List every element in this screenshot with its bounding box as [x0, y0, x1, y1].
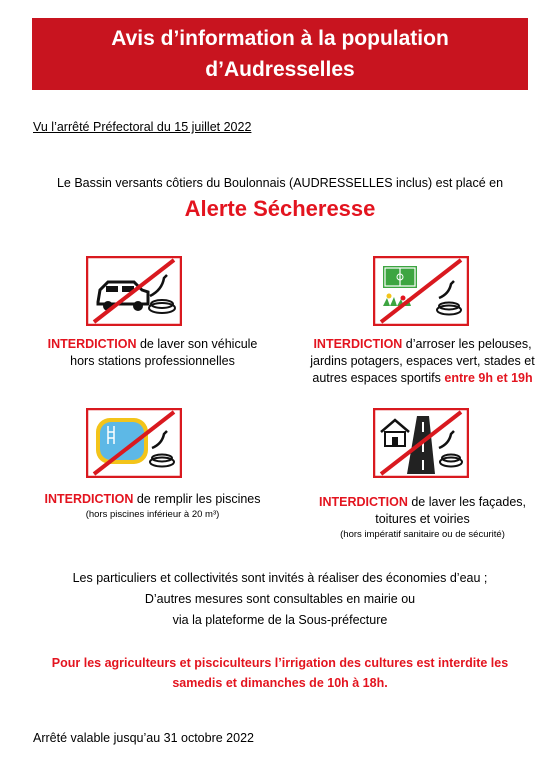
closing-line: D’autres mesures sont consultables en mairie ou: [144, 592, 416, 606]
prohibition-keyword: INTERDICTION: [318, 495, 408, 509]
facade-washing-prohibited-icon: [373, 408, 469, 478]
pool-filling-prohibited-icon: [86, 408, 182, 478]
prohibition-line: jardins potagers, espaces vert, stades et: [310, 354, 535, 368]
intro-text: Le Bassin versants côtiers du Boulonnais (AUDRESSELLES inclus) est placé en: [56, 176, 504, 190]
farmers-irrigation-notice: [0, 653, 560, 693]
alert-title: Alerte Sécheresse: [184, 196, 376, 221]
closing-line: Les particuliers et collectivités sont invités à réaliser des économies d’eau ;: [72, 571, 488, 585]
title-banner: [32, 18, 528, 90]
validity-date: Arrêté valable jusqu’au 31 octobre 2022: [33, 731, 254, 745]
prohibition-keyword: INTERDICTION: [47, 337, 137, 351]
prohibition-pool-filling: [20, 491, 285, 522]
prefectoral-reference: Vu l’arrêté Préfectoral du 15 juillet 2022: [33, 120, 252, 134]
prohibition-line: toitures et voiries: [375, 512, 470, 526]
prohibition-line: autres espaces sportifs: [312, 371, 445, 385]
car-wash-prohibited-icon: [86, 256, 182, 326]
prohibition-car-wash: [20, 336, 285, 370]
prohibition-time: entre 9h et 19h: [444, 371, 533, 385]
banner-title-line-2: d’Audresselles: [205, 58, 355, 81]
closing-paragraph: [0, 568, 560, 631]
prohibition-line: hors stations professionnelles: [70, 354, 235, 368]
prohibition-text: de laver son véhicule: [136, 337, 258, 351]
farmers-line: samedis et dimanches de 10h à 18h.: [172, 676, 388, 690]
prohibition-lawn-watering: [280, 336, 560, 387]
prohibition-text: de remplir les piscines: [133, 492, 261, 506]
prohibition-text: d’arroser les pelouses,: [402, 337, 532, 351]
prohibition-note: (hors impératif sanitaire ou de sécurité): [340, 529, 505, 540]
lawn-watering-prohibited-icon: [373, 256, 469, 326]
banner-title-line-1: Avis d’information à la population: [111, 27, 449, 50]
closing-line: via la plateforme de la Sous-préfecture: [172, 613, 388, 627]
farmers-line: Pour les agriculteurs et pisciculteurs l’irrigation des cultures est interdite les: [51, 656, 509, 670]
prohibition-keyword: INTERDICTION: [44, 492, 134, 506]
prohibition-keyword: INTERDICTION: [313, 337, 403, 351]
prohibition-facade-washing: [280, 494, 560, 542]
prohibition-note: (hors piscines inférieur à 20 m³): [85, 509, 220, 520]
prohibition-text: de laver les façades,: [407, 495, 526, 509]
